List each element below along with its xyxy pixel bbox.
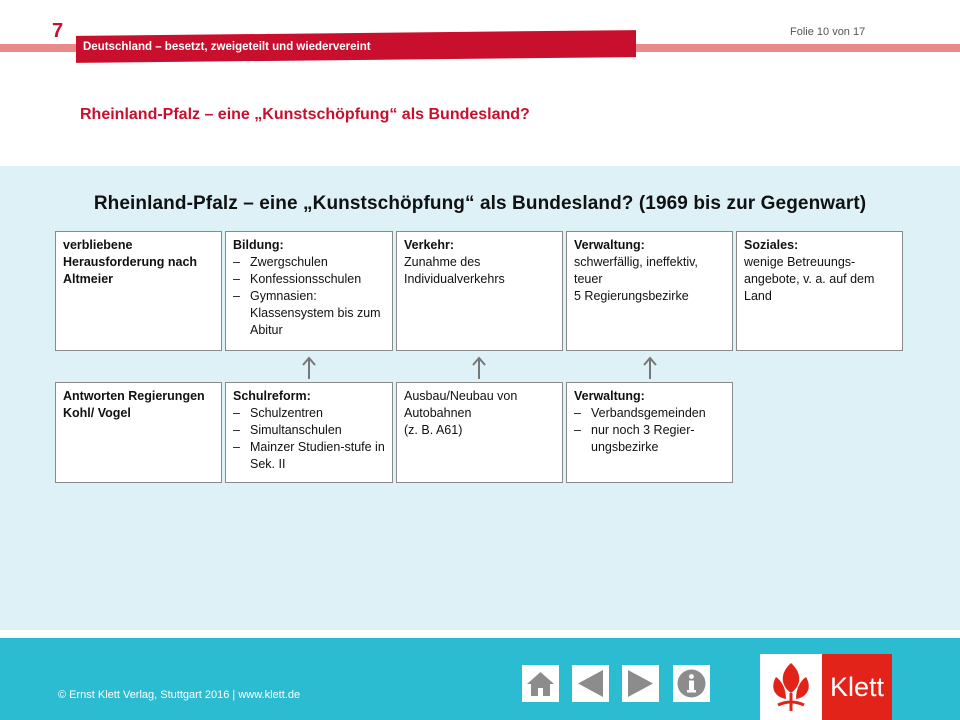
slide-heading: Rheinland-Pfalz – eine „Kunstschöpfung“ als Bundesland? [80,106,530,123]
box-schulreform-head: Schulreform: [233,389,311,403]
box-verwaltung-text-2: 5 Regierungsbezirke [574,289,689,303]
klett-leaf-icon [760,654,822,720]
box-bildung [225,231,393,351]
copyright: © Ernst Klett Verlag, Stuttgart 2016 | www.klett.de [58,689,301,701]
header-band-left [0,44,78,52]
arrow-up-icon [643,356,657,380]
next-arrow-icon [625,668,656,699]
list-item: – Schulzentren [233,405,385,422]
info-button[interactable] [673,665,710,702]
box-verwaltung-reform-head: Verwaltung: [574,389,645,403]
box-answers [55,382,222,483]
list-item: – Zwergschulen [233,254,385,271]
info-icon [676,668,707,699]
box-verwaltung-head: Verwaltung: [574,238,645,252]
box-challenge-head: verbliebene Herausforderung nach Altmeier [63,238,198,286]
previous-arrow-icon [575,668,606,699]
list-item: – Mainzer Studien-stufe in Sek. II [233,439,385,473]
box-autobahn [396,382,563,483]
box-soziales [736,231,903,351]
home-button[interactable] [522,665,559,702]
box-challenge [55,231,222,351]
box-answers-head: Antworten Regierungen Kohl/ Vogel [63,389,205,420]
box-verwaltung-reform [566,382,733,483]
list-item: – Simultanschulen [233,422,385,439]
arrow-up-icon [472,356,486,380]
list-item: – Gymnasien: Klassensystem bis zum Abitur [233,288,385,339]
list-item: – Verbandsgemeinden [574,405,725,422]
klett-wordmark: Klett [822,654,892,720]
home-icon [525,668,556,699]
box-verwaltung-text-1: schwerfällig, ineffektiv, teuer [574,255,698,286]
box-soziales-text: wenige Betreuungs-angebote, v. a. auf dem Land [744,255,875,303]
main-title: Rheinland-Pfalz – eine „Kunstschöpfung“ als Bundesland? (1969 bis zur Gegenwart) [93,193,867,214]
box-verkehr [396,231,563,351]
box-soziales-head: Soziales: [744,238,799,252]
box-verkehr-head: Verkehr: [404,238,455,252]
next-button[interactable] [622,665,659,702]
box-bildung-head: Bildung: [233,238,284,252]
box-verwaltung [566,231,733,351]
previous-button[interactable] [572,665,609,702]
box-schulreform [225,382,393,483]
list-item: – nur noch 3 Regier-ungsbezirke [574,422,725,456]
klett-logo [760,654,892,720]
arrow-up-icon [302,356,316,380]
box-autobahn-text-2: (z. B. A61) [404,423,463,437]
chapter-number: 7 [52,20,64,42]
list-item: – Konfessionsschulen [233,271,385,288]
slide-counter: Folie 10 von 17 [790,26,866,38]
box-autobahn-text-1: Ausbau/Neubau von Autobahnen [404,389,518,420]
box-verkehr-text: Zunahme des Individualverkehrs [404,255,505,286]
header-band-right [634,44,960,52]
chapter-title: Deutschland – besetzt, zweigeteilt und wiedervereint [83,41,371,53]
